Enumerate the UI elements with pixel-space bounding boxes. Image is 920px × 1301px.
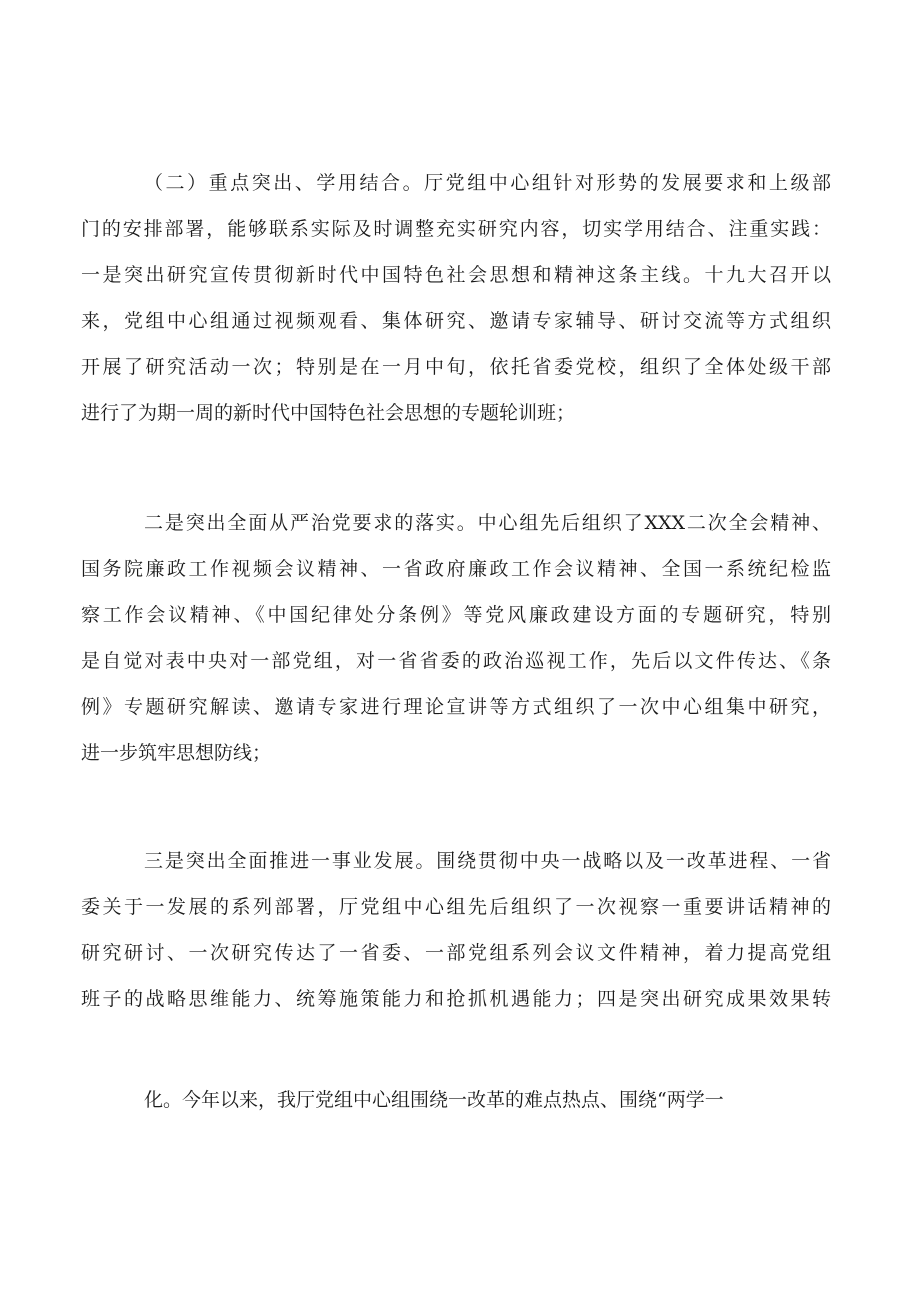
text-line: 委关于一发展的系列部署，厅党组中心组先后组织了一次视察一重要讲话精神的 xyxy=(81,896,831,918)
paragraph-4 xyxy=(81,1077,831,1123)
paragraph-1 xyxy=(81,160,831,436)
text-line: 研究研讨、一次研究传达了一省委、一部党组系列会议文件精神，着力提高党组 xyxy=(81,942,831,964)
text-line: 开展了研究活动一次；特别是在一月中旬，依托省委党校，组织了全体处级干部 xyxy=(81,356,831,378)
text-line: （二）重点突出、学用结合。厅党组中心组针对形势的发展要求和上级部 xyxy=(144,172,831,194)
text-line: 国务院廉政工作视频会议精神、一省政府廉政工作会议精神、全国一系统纪检监 xyxy=(81,558,831,580)
text-line: 一是突出研究宣传贯彻新时代中国特色社会思想和精神这条主线。十九大召开以 xyxy=(81,264,831,286)
paragraph-2 xyxy=(81,500,831,776)
text-line: 来，党组中心组通过视频观看、集体研究、邀请专家辅导、研讨交流等方式组织 xyxy=(81,310,831,332)
text-line: 二是突出全面从严治党要求的落实。中心组先后组织了XXX二次全会精神、 xyxy=(144,512,831,534)
text-line: 三是突出全面推进一事业发展。围绕贯彻中央一战略以及一改革进程、一省 xyxy=(144,850,831,872)
text-line: 是自觉对表中央对一部党组，对一省省委的政治巡视工作，先后以文件传达、《条 xyxy=(81,650,831,672)
text-line: 班子的战略思维能力、统筹施策能力和抢抓机遇能力；四是突出研究成果效果转 xyxy=(81,988,831,1010)
text-line: 察工作会议精神、《中国纪律处分条例》等党风廉政建设方面的专题研究，特别 xyxy=(81,604,831,626)
text-line: 门的安排部署，能够联系实际及时调整充实研究内容，切实学用结合、注重实践： xyxy=(81,218,831,240)
text-line: 进行了为期一周的新时代中国特色社会思想的专题轮训班； xyxy=(81,402,576,424)
paragraph-3 xyxy=(81,838,831,1022)
text-line: 例》专题研究解读、邀请专家进行理论宣讲等方式组织了一次中心组集中研究， xyxy=(81,696,831,718)
text-line: 进一步筑牢思想防线； xyxy=(81,742,272,764)
text-line: 化。今年以来，我厅党组中心组围绕一改革的难点热点、围绕“两学一 xyxy=(144,1089,724,1111)
